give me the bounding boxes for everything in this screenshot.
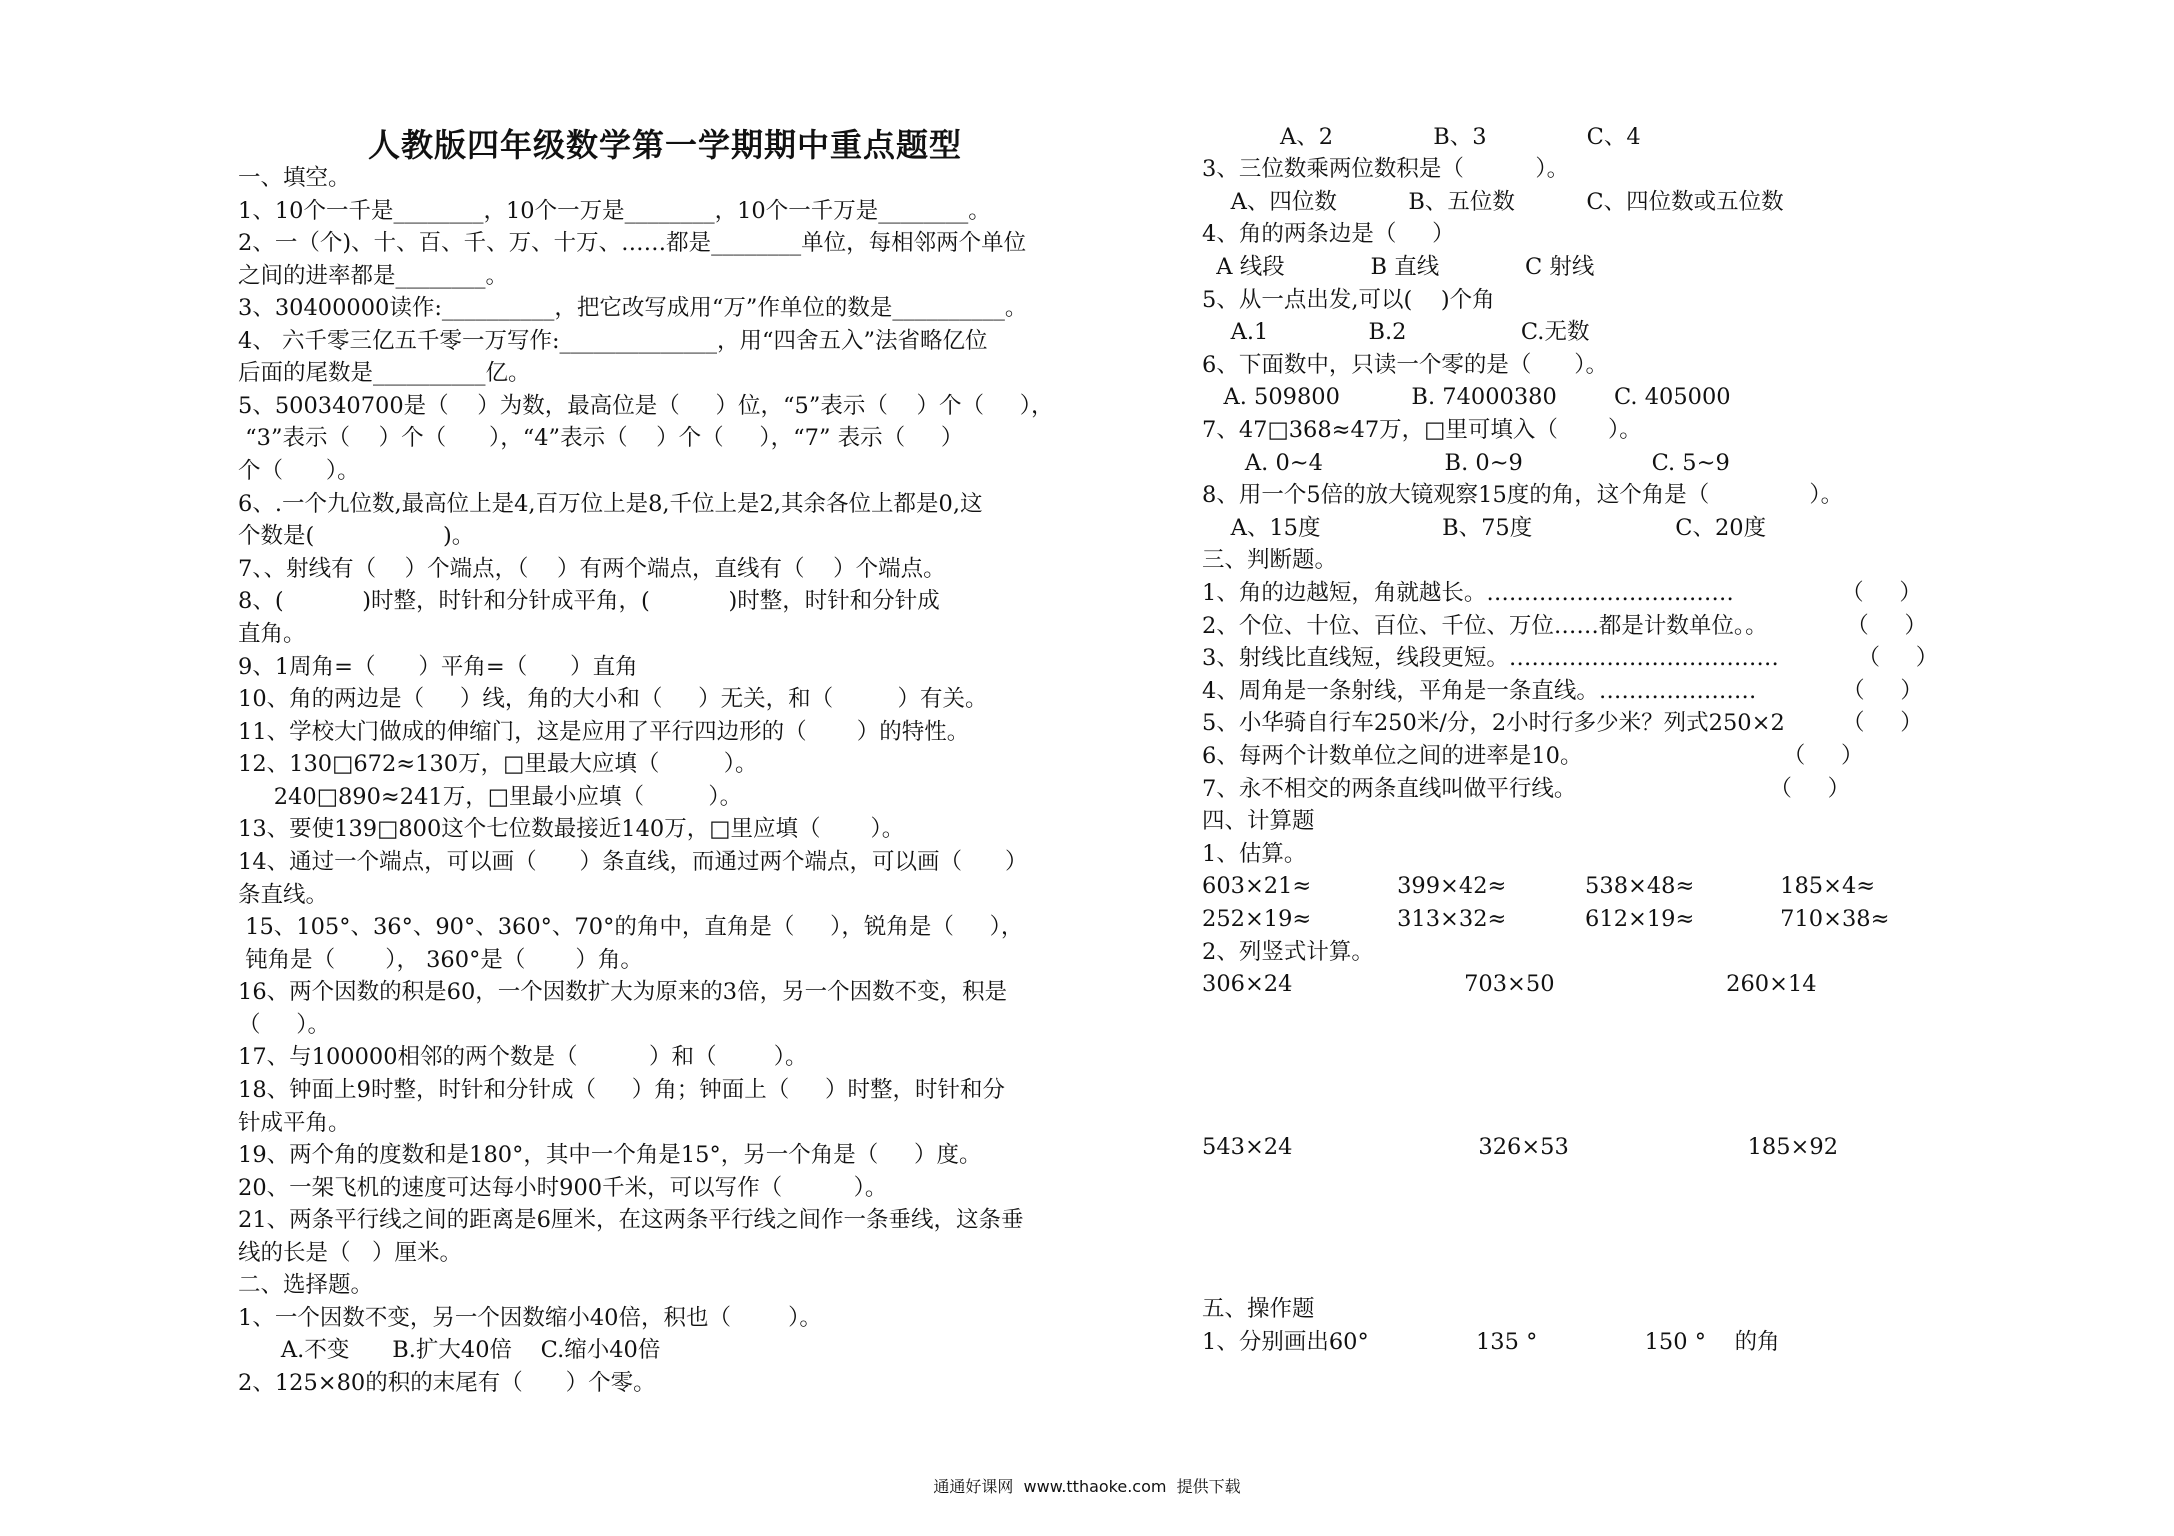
choice-options: A、2 B、3 C、4: [1280, 124, 1641, 150]
choice-options: A 线段 B 直线 C 射线: [1202, 254, 1595, 280]
section-heading-operation: 五、操作题: [1202, 1296, 1315, 1322]
question-line: 1、一个因数不变，另一个因数缩小40倍，积也（ ）。: [238, 1305, 822, 1331]
vertical-calc-row: 306×24 703×50 260×14: [1202, 971, 1817, 997]
judge-line: 3、射线比直线短，线段更短。……………………………… （ ）: [1202, 645, 1939, 671]
estimate-row: 252×19≈ 313×32≈ 612×19≈ 710×38≈: [1202, 906, 1890, 932]
section-heading-calc: 四、计算题: [1202, 808, 1315, 834]
question-line: 7、47□368≈47万，□里可填入（ ）。: [1202, 417, 1642, 443]
question-line: “3”表示（ ）个（ ），“4”表示（ ）个（ ），“7” 表示（ ）: [238, 425, 964, 451]
question-line: 6、.一个九位数,最高位上是4,百万位上是8,千位上是2,其余各位上都是0,这: [238, 491, 983, 517]
question-line: A.不变 B.扩大40倍 C.缩小40倍: [238, 1337, 661, 1363]
question-line: 18、钟面上9时整，时针和分针成（ ）角；钟面上（ ）时整，时针和分: [238, 1077, 1005, 1103]
question-line: （ ）。: [238, 1012, 331, 1038]
question-line: 240□890≈241万，□里最小应填（ ）。: [238, 784, 743, 810]
question-line: 钝角是（ ）， 360°是（ ）角。: [238, 947, 643, 973]
question-line: 9、1周角=（ ）平角=（ ）直角: [238, 654, 638, 680]
question-line: 个（ ）。: [238, 458, 360, 484]
question-line: 10、角的两边是（ ）线，角的大小和（ ）无关，和（ ）有关。: [238, 686, 988, 712]
choice-options: A、15度 B、75度 C、20度: [1202, 515, 1767, 541]
estimate-row: 603×21≈ 399×42≈ 538×48≈ 185×4≈: [1202, 873, 1876, 899]
operation-line: 1、分别画出60° 135 ° 150 ° 的角: [1202, 1329, 1780, 1355]
judge-line: 1、角的边越短，角就越长。…………………………… （ ）: [1202, 580, 1922, 606]
choice-options: A、四位数 B、五位数 C、四位数或五位数: [1202, 189, 1784, 215]
question-line: 直角。: [238, 621, 306, 647]
choice-options: A. 509800 B. 74000380 C. 405000: [1202, 384, 1731, 410]
question-line: 11、学校大门做成的伸缩门，这是应用了平行四边形的（ ）的特性。: [238, 719, 970, 745]
question-line: 5、从一点出发,可以( )个角: [1202, 287, 1495, 313]
question-line: 8、用一个5倍的放大镜观察15度的角，这个角是（ ）。: [1202, 482, 1844, 508]
question-line: 17、与100000相邻的两个数是（ ）和（ ）。: [238, 1044, 808, 1070]
footer-credit: 通通好课网 www.tthaoke.com 提供下载: [933, 1477, 1241, 1496]
choice-options: A. 0~4 B. 0~9 C. 5~9: [1202, 450, 1730, 476]
question-line: 3、三位数乘两位数积是（ ）。: [1202, 156, 1570, 182]
question-line: 个数是( )。: [238, 523, 475, 549]
question-line: 12、130□672≈130万，□里最大应填（ ）。: [238, 751, 758, 777]
question-line: 16、两个因数的积是60，一个因数扩大为原来的3倍，另一个因数不变，积是: [238, 979, 1008, 1005]
choice-options: A.1 B.2 C.无数: [1202, 319, 1590, 345]
question-line: 13、要使139□800这个七位数最接近140万，□里应填（ ）。: [238, 816, 905, 842]
judge-line: 4、周角是一条射线，平角是一条直线。………………… （ ）: [1202, 678, 1923, 704]
question-line: 7、、射线有（ ）个端点，（ ）有两个端点，直线有（ ）个端点。: [238, 556, 946, 582]
vertical-calc-row: 543×24 326×53 185×92: [1202, 1134, 1839, 1160]
question-line: 5、500340700是（ ）为数，最高位是（ ）位，“5”表示（ ）个（ ），: [238, 393, 1054, 419]
judge-line: 2、个位、十位、百位、千位、万位……都是计数单位。。 （ ）: [1202, 613, 1927, 639]
question-line: 4、 六千零三亿五千零一万写作:______________，用“四舍五入”法省略亿位: [238, 328, 988, 354]
subsection-vertical: 2、列竖式计算。: [1202, 939, 1374, 965]
question-line: 之间的进率都是________。: [238, 263, 509, 289]
question-line: 2、125×80的积的末尾有（ ）个零。: [238, 1370, 656, 1396]
question-line: 后面的尾数是__________亿。: [238, 360, 531, 386]
judge-line: 7、永不相交的两条直线叫做平行线。 （ ）: [1202, 776, 1851, 802]
question-line: 20、一架飞机的速度可达每小时900千米，可以写作（ ）。: [238, 1175, 888, 1201]
question-line: 3、30400000读作:__________，把它改写成用“万”作单位的数是__________。: [238, 295, 1028, 321]
question-line: 针成平角。: [238, 1110, 351, 1136]
page-title: 人教版四年级数学第一学期期中重点题型: [368, 126, 963, 164]
judge-line: 5、小华骑自行车250米/分，2小时行多少米？列式250×2 （ ）: [1202, 710, 1923, 736]
section-heading-choice: 二、选择题。: [238, 1272, 374, 1298]
question-line: 6、下面数中，只读一个零的是（ ）。: [1202, 352, 1608, 378]
question-line: 条直线。: [238, 882, 329, 908]
subsection-estimate: 1、估算。: [1202, 841, 1307, 867]
question-line: 线的长是（ ）厘米。: [238, 1240, 462, 1266]
question-line: 15、105°、36°、90°、360°、70°的角中，直角是（ ），锐角是（ ），: [238, 914, 1024, 940]
question-line: 4、角的两条边是（ ）: [1202, 221, 1455, 247]
section-heading-judge: 三、判断题。: [1202, 547, 1338, 573]
question-line: 8、( )时整，时针和分针成平角，( )时整，时针和分针成: [238, 588, 940, 614]
question-line: 21、两条平行线之间的距离是6厘米，在这两条平行线之间作一条垂线，这条垂: [238, 1207, 1024, 1233]
question-line: 2、一（个)、十、百、千、万、十万、……都是________单位，每相邻两个单位: [238, 230, 1027, 256]
question-line: 14、通过一个端点，可以画（ ）条直线，而通过两个端点，可以画（ ）: [238, 849, 1028, 875]
judge-line: 6、每两个计数单位之间的进率是10。 （ ）: [1202, 743, 1864, 769]
section-heading-fill-blank: 一、填空。: [238, 165, 351, 191]
question-line: 1、10个一千是________，10个一万是________，10个一千万是________。: [238, 198, 991, 224]
question-line: 19、两个角的度数和是180°，其中一个角是15°，另一个角是（ ）度。: [238, 1142, 982, 1168]
